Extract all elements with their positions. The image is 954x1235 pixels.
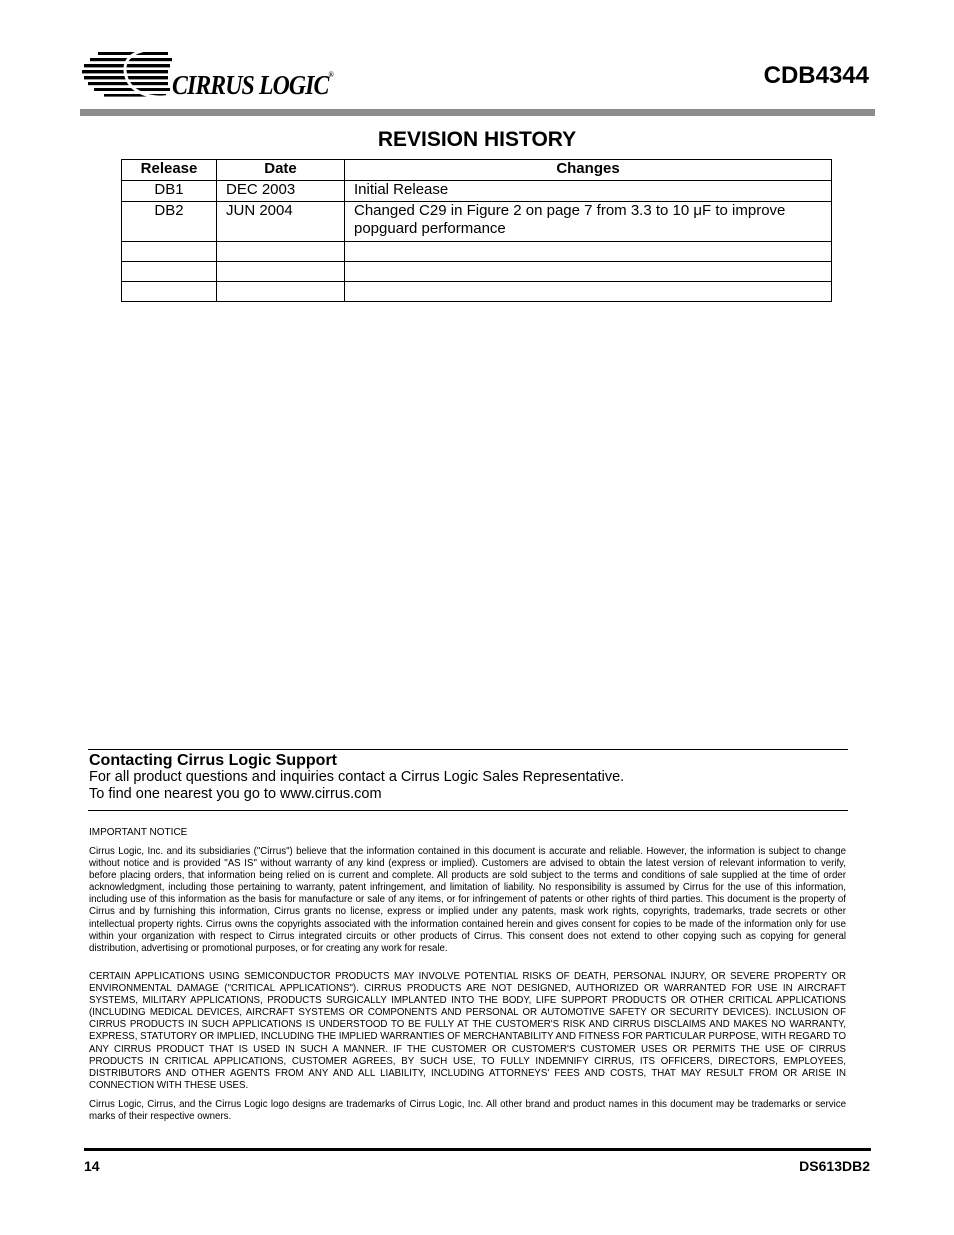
header-rule [80,109,875,116]
table-row [122,181,832,202]
column-header-release: Release [122,160,217,181]
release-cell [122,262,217,282]
footer-rule [84,1148,871,1151]
support-bottom-rule [88,810,848,811]
support-title: Contacting Cirrus Logic Support [89,752,337,769]
support-line-1: For all product questions and inquiries contact a Cirrus Logic Sales Representative. [89,769,625,785]
release-cell: DB1 [122,181,217,202]
changes-cell [345,262,832,282]
release-cell [122,282,217,302]
page-number: 14 [84,1158,100,1174]
revision-history-title: REVISION HISTORY [377,128,577,151]
changes-cell [345,282,832,302]
support-top-rule [88,749,848,750]
document-id: DS613DB2 [799,1158,870,1174]
date-cell: DEC 2003 [217,181,345,202]
important-notice-heading: IMPORTANT NOTICE [89,827,188,838]
date-cell [217,282,345,302]
changes-cell: Changed C29 in Figure 2 on page 7 from 3.3 to 10 μF to improve popguard performance [345,202,832,242]
table-row [122,242,832,262]
date-cell [217,262,345,282]
table-row [122,282,832,302]
revision-history-table [121,159,832,302]
column-header-date: Date [217,160,345,181]
support-line-2: To find one nearest you go to www.cirrus.com [89,786,382,802]
column-header-changes: Changes [345,160,832,181]
notice-paragraph-2: CERTAIN APPLICATIONS USING SEMICONDUCTOR PRODUCTS MAY INVOLVE POTENTIAL RISKS OF DEATH, PERSONAL INJURY, OR SEVERE PROPERTY OR ENVIRONMENTAL DAMAGE ("CRITICAL APPLICATIONS"). CIRRUS PRODUCTS ARE NOT DESIGNED, AUTHORIZED OR WARRANTED FOR USE IN AIRCRAFT SYSTEMS, MILITARY APPLICATIONS, PRODUCTS SURGICALLY IMPLANTED INTO THE BODY, LIFE SUPPORT PRODUCTS OR OTHER CRITICAL APPLICATIONS (INCLUDING MEDICAL DEVICES, AIRCRAFT SYSTEMS OR COMPONENTS AND PERSONAL OR AUTOMOTIVE SAFETY OR SECURITY DEVICES). INCLUSION OF CIRRUS PRODUCTS IN SUCH APPLICATIONS IS UNDERSTOOD TO BE FULLY AT THE CUSTOMER'S RISK AND CIRRUS DISCLAIMS AND MAKES NO WARRANTY, EXPRESS, STATUTORY OR IMPLIED, INCLUDING THE IMPLIED WARRANTIES OF MERCHANTABILITY AND FITNESS FOR PARTICULAR PURPOSE, WITH REGARD TO ANY CIRRUS PRODUCT THAT IS USED IN SUCH A MANNER. IF THE CUSTOMER OR CUSTOMER'S CUSTOMER USES OR PERMITS THE USE OF CIRRUS PRODUCTS IN CRITICAL APPLICATIONS, CUSTOMER AGREES, BY SUCH USE, TO FULLY INDEMNIFY CIRRUS, ITS OFFICERS, DIRECTORS, EMPLOYEES, DISTRIBUTORS AND OTHER AGENTS FROM ANY AND ALL LIABILITY, INCLUDING ATTORNEYS' FEES AND COSTS, THAT MAY RESULT FROM OR ARISE IN CONNECTION WITH THESE USES. [89,971,846,1091]
table-row [122,202,832,242]
release-cell: DB2 [122,202,217,242]
logo-wordmark: CIRRUS LOGIC® [172,70,333,100]
changes-cell [345,242,832,262]
release-cell [122,242,217,262]
cirrus-logic-logo [80,46,340,104]
notice-paragraph-3: Cirrus Logic, Cirrus, and the Cirrus Logic logo designs are trademarks of Cirrus Logic, Inc. All other brand and product names in this document may be trademarks or service marks of their respective owners. [89,1099,846,1123]
table-row [122,262,832,282]
date-cell: JUN 2004 [217,202,345,242]
notice-paragraph-1: Cirrus Logic, Inc. and its subsidiaries ("Cirrus") believe that the information contained in this document is accurate and reliable. However, the information is subject to change without notice and is provided "AS IS" without warranty of any kind (express or implied). Customers are advised to obtain the latest version of relevant information to verify, before placing orders, that information being relied on is current and complete. All products are sold subject to the terms and conditions of sale supplied at the time of order acknowledgment, including those pertaining to warranty, patent infringement, and limitation of liability. No responsibility is assumed by Cirrus for the use of this information, including use of this information as the basis for manufacture or sale of any items, or for infringement of patents or other rights of third parties. This document is the property of Cirrus and by furnishing this information, Cirrus grants no license, express or implied under any patents, mask work rights, copyrights, trademarks, trade secrets or other intellectual property rights. Cirrus owns the copyrights associated with the information contained herein and gives consent for copies to be made of the information only for use within your organization with respect to Cirrus integrated circuits or other products of Cirrus. This consent does not extend to other copying such as copying for general distribution, advertising or promotional purposes, or for creating any work for resale. [89,846,846,954]
table-header-row [122,160,832,181]
document-code: CDB4344 [763,62,869,89]
date-cell [217,242,345,262]
changes-cell: Initial Release [345,181,832,202]
